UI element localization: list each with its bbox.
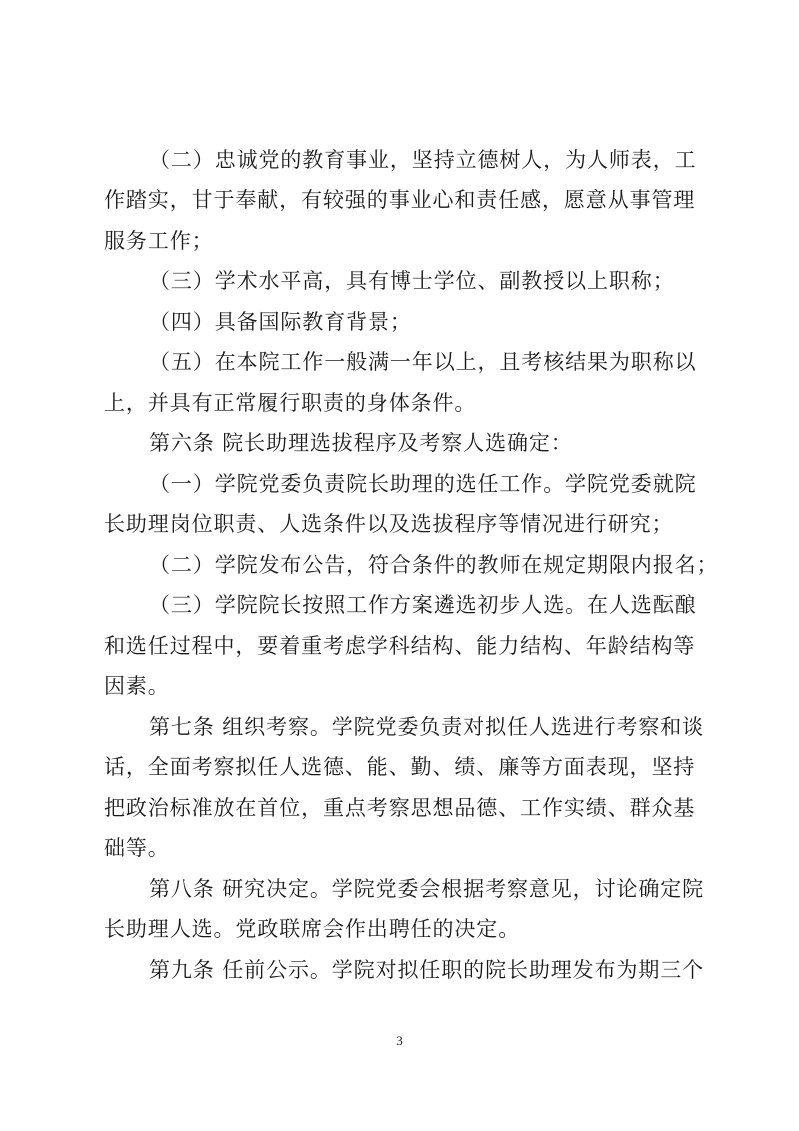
paragraph-line: 话，全面考察拟任人选德、能、勤、绩、廉等方面表现，坚持	[104, 755, 696, 779]
paragraph-line: （五）在本院工作一般满一年以上，且考核结果为职称以	[149, 350, 697, 374]
paragraph-line: （三）学术水平高，具有博士学位、副教授以上职称；	[149, 269, 675, 293]
paragraph-line: 把政治标准放在首位，重点考察思想品德、工作实绩、群众基	[104, 796, 696, 820]
article-paragraph-line: 第七条 组织考察。学院党委负责对拟任人选进行考察和谈	[149, 715, 705, 739]
paragraph-line: 服务工作；	[104, 229, 214, 253]
article-paragraph-line: 第九条 任前公示。学院对拟任职的院长助理发布为期三个	[149, 958, 705, 982]
paragraph-line: 因素。	[104, 674, 170, 698]
paragraph-line: （二）学院发布公告，符合条件的教师在规定期限内报名；	[149, 553, 719, 577]
paragraph-line: （三）学院院长按照工作方案遴选初步人选。在人选酝酿	[149, 593, 697, 617]
paragraph-line: （一）学院党委负责院长助理的选任工作。学院党委就院	[149, 472, 697, 496]
paragraph-line: 长助理岗位职责、人选条件以及选拔程序等情况进行研究；	[104, 512, 674, 536]
paragraph-line: 长助理人选。党政联席会作出聘任的决定。	[104, 917, 521, 941]
paragraph-line: 作踏实，甘于奉献，有较强的事业心和责任感，愿意从事管理	[104, 188, 696, 212]
paragraph-line: 和选任过程中，要着重考虑学科结构、能力结构、年龄结构等	[104, 634, 696, 658]
paragraph-line: （四）具备国际教育背景；	[149, 310, 412, 334]
page-number: 3	[396, 1033, 403, 1048]
article-heading: 第六条 院长助理选拔程序及考察人选确定：	[149, 431, 573, 455]
paragraph-line: （二）忠诚党的教育事业，坚持立德树人，为人师表，工	[149, 148, 697, 172]
paragraph-line: 础等。	[104, 836, 170, 860]
article-paragraph-line: 第八条 研究决定。学院党委会根据考察意见，讨论确定院	[149, 877, 705, 901]
paragraph-line: 上，并具有正常履行职责的身体条件。	[104, 391, 477, 415]
